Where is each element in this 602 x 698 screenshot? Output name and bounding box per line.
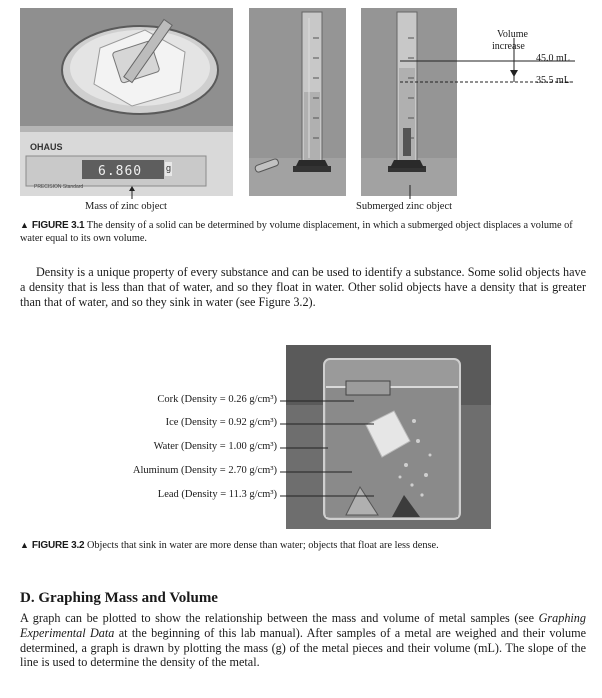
figure-3-2-text: Objects that sink in water are more dense than water; objects that float are less dense. [86,540,439,551]
density-paragraph: Density is a unique property of every substance and can be used to identify a substance. Some solid objects have a density that is less than that of water, and so they float in water. Other solid objects have a density that is greater than that of water, and so they sink in water (see Figure 3.2). [20,265,586,309]
section-text-italic: Graphing Experimental Data [20,611,586,640]
cylinder-before-illustration [249,8,346,196]
caption-triangle-icon: ▲ [20,220,29,230]
caption-triangle-icon-2: ▲ [20,540,29,550]
scale-subtitle: PRECISION Standard [34,184,84,190]
vol-high-label: 45.0 mL [536,53,570,64]
volume-annotation-lines [390,30,590,100]
label-submerged-zinc: Submerged zinc object [356,201,453,212]
figure-3-2-label: FIGURE 3.2 [31,540,85,551]
scale-brand: OHAUS [30,142,63,152]
section-text-before: A graph can be plotted to show the relationship between the mass and volume of metal samples (see [20,611,539,625]
figure-3-2-caption [20,539,585,552]
vol-arrowhead [510,70,518,77]
label-aluminum: Aluminum (Density = 2.70 g/cm³) [132,465,277,476]
figure2-pointer-lines [278,390,388,510]
section-heading: D. Graphing Mass and Volume [20,590,218,606]
figure-3-1-label: FIGURE 3.1 [31,220,85,231]
scale-unit: g [166,163,172,173]
label-mass-of-zinc: Mass of zinc object [85,201,167,212]
figure-3-1-text: The density of a solid can be determined by volume displacement, in which a submerged object displaces a volume of water equal to its own volume. [20,220,573,244]
volume-label-line1: Volume [497,29,528,40]
figure-3-1-caption [20,219,585,245]
scale-photo [20,8,233,196]
label-cork: Cork (Density = 0.26 g/cm³) [157,394,277,405]
label-ice: Ice (Density = 0.92 g/cm³) [165,417,277,428]
section-paragraph [20,611,586,670]
scale-reading-value: 6.860 [98,164,143,179]
scale-reading [98,164,142,179]
cylinder-photo-before [249,8,346,196]
label-lead: Lead (Density = 11.3 g/cm³) [157,489,277,500]
volume-label-line2: increase [492,41,525,52]
section-text-after: at the beginning of this lab manual). After samples of a metal are weighed and their volume determined, a graph is drawn by plotting the mass (g) of the metal pieces and their volume (mL). The slope of the line is used to determine the density of the metal. [20,625,586,670]
label-water: Water (Density = 1.00 g/cm³) [153,441,277,452]
vol-low-label: 35.5 mL [536,75,570,86]
